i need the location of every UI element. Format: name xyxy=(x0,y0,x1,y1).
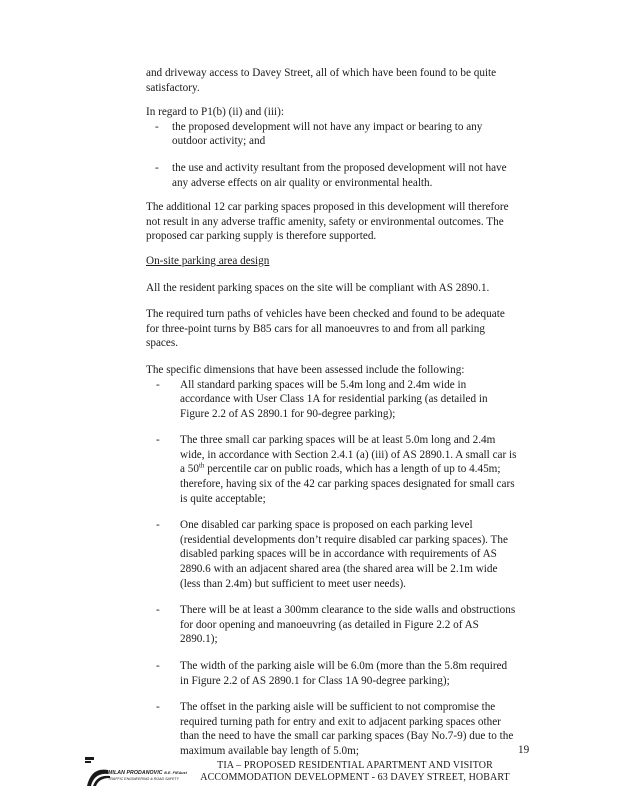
page-number: 19 xyxy=(518,744,530,756)
bullet-list-dimensions xyxy=(180,378,518,759)
list-item: - The offset in the parking aisle will be sufficient to not compromise the required turning path for entry and exit to adjacent parking spaces other than the need to have the small car parking spaces (Bay No.7-9) due to the maximum available bay length of 5.0m; xyxy=(180,700,518,758)
body-text xyxy=(146,66,518,759)
paragraph-turn-paths: The required turn paths of vehicles have been checked and found to be adequate for three-point turns by B85 cars for all manoeuvres to and from all parking spaces. xyxy=(146,308,505,350)
paragraph-specific: The specific dimensions that have been assessed include the following: xyxy=(146,363,465,376)
paragraph-regard: In regard to P1(b) (ii) and (iii): xyxy=(146,106,284,119)
section-heading-onsite: On-site parking area design xyxy=(146,254,270,267)
footer xyxy=(190,760,520,783)
logo-name: MILAN PRODANOVIC B.E. FIEAust xyxy=(108,770,187,776)
paragraph-additional: The additional 12 car parking spaces proposed in this development will therefore not result in any adverse traffic amenity, safety or environmental outcomes. The proposed car parking supply is therefore supported. xyxy=(146,201,509,243)
footer-line-2: ACCOMMODATION DEVELOPMENT - 63 DAVEY STREET, HOBART xyxy=(200,771,510,783)
company-logo xyxy=(84,756,204,790)
list-item-text: The three small car parking spaces will be at least 5.0m long and 2.4m wide, in accordance with Section 2.4.1 (a) (iii) of AS 2890.1. A small car is a 50 xyxy=(180,434,517,476)
list-item: - the use and activity resultant from the proposed development will not have any adverse effects on air quality or environmental health. xyxy=(172,161,518,190)
logo-tagline: TRAFFIC ENGINEERING & ROAD SAFETY xyxy=(108,777,180,781)
list-item: - the proposed development will not have any impact or bearing to any outdoor activity; and xyxy=(172,120,518,149)
list-item: - The width of the parking aisle will be 6.0m (more than the 5.8m required in Figure 2.2 of AS 2890.1 for Class 1A 90-degree parking); xyxy=(180,659,518,688)
list-item xyxy=(180,433,518,506)
list-item: - There will be at least a 300mm clearance to the side walls and obstructions for door opening and manoeuvring (as detailed in Figure 2.2 of AS 2890.1); xyxy=(180,603,518,647)
bullet-list-p1 xyxy=(172,120,518,190)
list-item-text: percentile car on public roads, which has a length of up to 4.45m; therefore, having six of the 42 car parking spaces designated for small cars is quite acceptable; xyxy=(180,463,515,505)
superscript-th: th xyxy=(198,461,205,470)
list-item: - One disabled car parking space is proposed on each parking level (residential developments don’t require disabled car parking spaces). The disabled parking spaces will be in accordance with requirements of AS 2890.6 with an adjacent shared area (the shared area will be 2.1m wide (less than 2.4m) but sufficient to meet user needs). xyxy=(180,518,518,591)
footer-line-1: TIA – PROPOSED RESIDENTIAL APARTMENT AND VISITOR xyxy=(217,760,493,771)
paragraph-compliant: All the resident parking spaces on the site will be compliant with AS 2890.1. xyxy=(146,281,490,294)
paragraph-intro: and driveway access to Davey Street, all of which have been found to be quite satisfactory. xyxy=(146,67,497,94)
list-item: - All standard parking spaces will be 5.4m long and 2.4m wide in accordance with User Class 1A for residential parking (as detailed in Figure 2.2 of AS 2890.1 for 90-degree parking); xyxy=(180,378,518,422)
